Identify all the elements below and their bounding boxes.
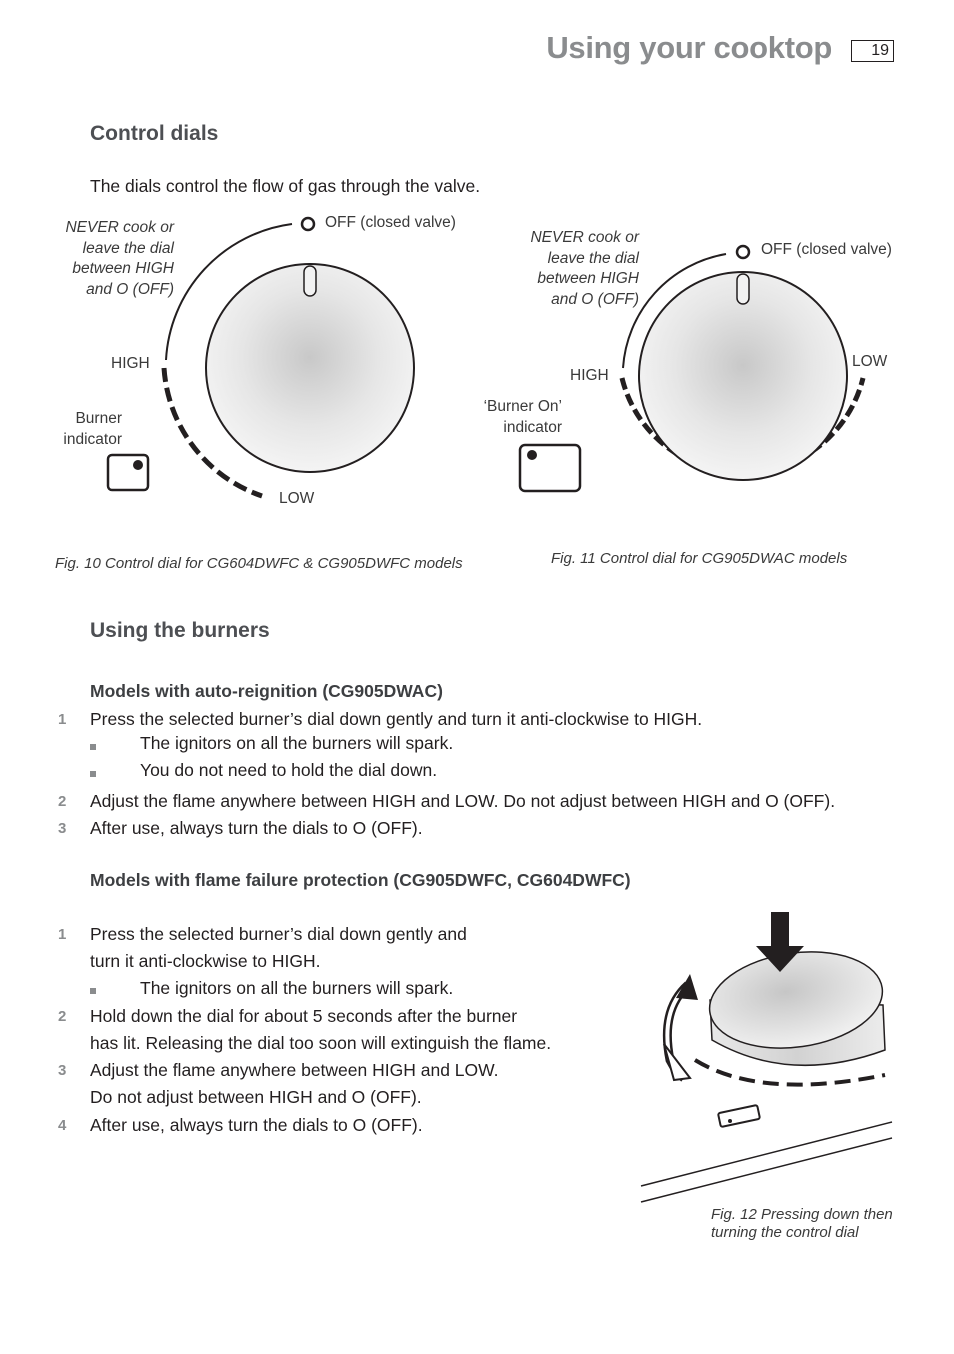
press-down-arrow-icon xyxy=(756,912,804,972)
bullet-icon xyxy=(90,744,96,750)
section-heading-control-dials: Control dials xyxy=(90,122,219,145)
rotate-arrow-icon xyxy=(664,974,698,1080)
fig11-low-label: LOW xyxy=(852,353,888,370)
step-number: 1 xyxy=(58,711,67,728)
bullet-icon xyxy=(90,988,96,994)
fig10-indicator-label: Burner indicator xyxy=(63,410,122,448)
subheading-flame-failure: Models with flame failure protection (CG905DWFC, CG604DWFC) xyxy=(90,870,631,890)
section-heading-using-burners: Using the burners xyxy=(90,619,270,642)
burner-indicator-icon xyxy=(718,1105,760,1127)
step-number: 1 xyxy=(58,926,67,943)
fig12-caption: Fig. 12 Pressing down then turning the control dial xyxy=(711,1206,893,1241)
off-marker-icon xyxy=(737,246,749,258)
step-text: After use, always turn the dials to O (OFF). xyxy=(90,818,423,838)
burner-indicator-icon xyxy=(108,455,148,490)
subheading-auto-reignition: Models with auto-reignition (CG905DWAC) xyxy=(90,681,443,701)
step-text: Press the selected burner’s dial down gently and turn it anti-clockwise to HIGH. xyxy=(90,709,703,729)
page-number: 19 xyxy=(851,40,894,62)
step-number: 3 xyxy=(58,820,67,837)
step-text: Hold down the dial for about 5 seconds after the burner has lit. Releasing the dial too soon will extinguish the flame. xyxy=(90,1006,552,1053)
fig11-off-label: OFF (closed valve) xyxy=(761,241,892,258)
step-text: Adjust the flame anywhere between HIGH and LOW. Do not adjust between HIGH and O (OFF). xyxy=(90,791,836,811)
fig11-indicator-label: ‘Burner On’ indicator xyxy=(483,398,562,436)
bullet-text: The ignitors on all the burners will spark. xyxy=(140,978,454,998)
intro-text: The dials control the flow of gas through the valve. xyxy=(90,176,481,196)
step-number: 2 xyxy=(58,793,67,810)
dial-knob xyxy=(703,941,888,1058)
bullet-text: The ignitors on all the burners will spark. xyxy=(140,733,454,753)
page-title: Using your cooktop xyxy=(546,30,832,65)
step-text: After use, always turn the dials to O (OFF). xyxy=(90,1115,423,1135)
fig10-off-label: OFF (closed valve) xyxy=(325,214,456,231)
step-number: 3 xyxy=(58,1062,67,1079)
fig11-high-label: HIGH xyxy=(570,367,609,384)
step-number: 2 xyxy=(58,1008,67,1025)
fig10-low-label: LOW xyxy=(279,490,315,507)
off-marker-icon xyxy=(302,218,314,230)
dial-pointer xyxy=(304,266,316,296)
fig10-dial-drawing xyxy=(0,0,954,600)
fig10-high-label: HIGH xyxy=(111,355,150,372)
step-number: 4 xyxy=(58,1117,67,1134)
fig11-caption: Fig. 11 Control dial for CG905DWAC models xyxy=(551,550,848,567)
step-text: Press the selected burner’s dial down gently and turn it anti-clockwise to HIGH. xyxy=(90,924,467,971)
fig10-caption: Fig. 10 Control dial for CG604DWFC & CG905DWFC models xyxy=(55,555,463,572)
step-text: Adjust the flame anywhere between HIGH and LOW. Do not adjust between HIGH and O (OFF). xyxy=(90,1060,499,1107)
dial-pointer xyxy=(737,274,749,304)
bullet-icon xyxy=(90,771,96,777)
fig11-warning-note: NEVER cook or leave the dial between HIGH and O (OFF) xyxy=(530,229,639,308)
bullet-text: You do not need to hold the dial down. xyxy=(140,760,438,780)
fig10-warning-note: NEVER cook or leave the dial between HIGH and O (OFF) xyxy=(65,219,174,298)
